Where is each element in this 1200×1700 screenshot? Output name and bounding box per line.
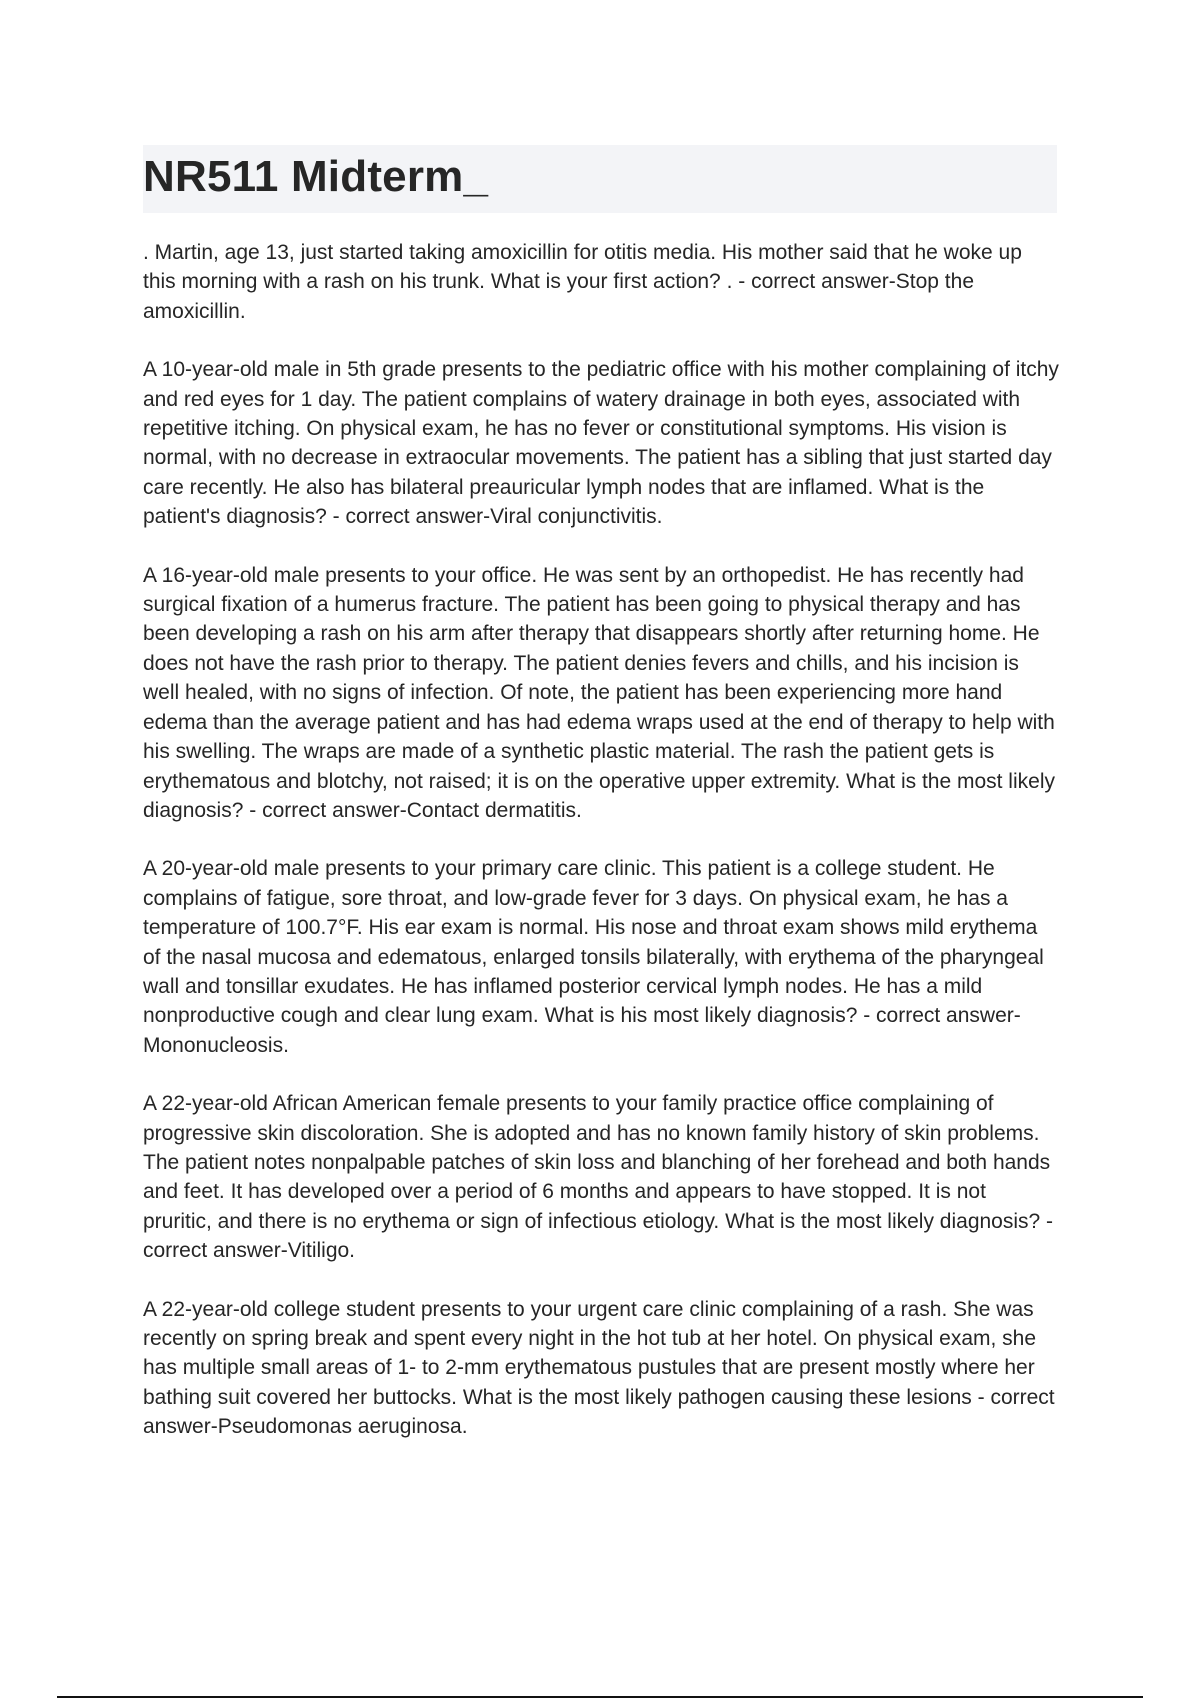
page-title: NR511 Midterm_ bbox=[143, 152, 489, 201]
question-answer-3: A 16-year-old male presents to your office. He was sent by an orthopedist. He has recently had surgical fixation of a humerus fracture. The patient has been going to physical therapy and has been developing a rash on his arm after therapy that disappears shortly after returning home. He does not have the rash prior to therapy. The patient denies fevers and chills, and his incision is well healed, with no signs of infection. Of note, the patient has been experiencing more hand edema than the average patient and has had edema wraps used at the end of therapy to help with his swelling. The wraps are made of a synthetic plastic material. The rash the patient gets is erythematous and blotchy, not raised; it is on the operative upper extremity. What is the most likely diagnosis? - correct answer-Contact dermatitis. bbox=[143, 563, 1055, 822]
footer-divider bbox=[57, 1696, 1143, 1698]
question-answer-2: A 10-year-old male in 5th grade presents to the pediatric office with his mother complaining of itchy and red eyes for 1 day. The patient complains of watery drainage in both eyes, associated with repetitive itching. On physical exam, he has no fever or constitutional symptoms. His vision is normal, with no decrease in extraocular movements. The patient has a sibling that just started day care recently. He also has bilateral preauricular lymph nodes that are inflamed. What is the patient's diagnosis? - correct answer-Viral conjunctivitis. bbox=[143, 358, 1059, 529]
title-banner bbox=[143, 145, 1057, 213]
question-answer-5: A 22-year-old African American female presents to your family practice office complaining of progressive skin discoloration. She is adopted and has no known family history of skin problems. The patient notes nonpalpable patches of skin loss and blanching of her forehead and both hands and feet. It has developed over a period of 6 months and appears to have stopped. It is not pruritic, and there is no erythema or sign of infectious etiology. What is the most likely diagnosis? - correct answer-Vitiligo. bbox=[143, 1092, 1054, 1263]
question-answer-6: A 22-year-old college student presents to your urgent care clinic complaining of a rash. She was recently on spring break and spent every night in the hot tub at her hotel. On physical exam, she has multiple small areas of 1- to 2-mm erythematous pustules that are present mostly where her bathing suit covered her buttocks. What is the most likely pathogen causing these lesions - correct answer-Pseudomonas aeruginosa. bbox=[143, 1297, 1055, 1439]
question-answer-1: . Martin, age 13, just started taking amoxicillin for otitis media. His mother said that he woke up this morning with a rash on his trunk. What is your first action? . - correct answer-Stop the amoxicillin. bbox=[143, 241, 1022, 323]
question-answer-4: A 20-year-old male presents to your primary care clinic. This patient is a college student. He complains of fatigue, sore throat, and low-grade fever for 3 days. On physical exam, he has a temperature of 100.7°F. His ear exam is normal. His nose and throat exam shows mild erythema of the nasal mucosa and edematous, enlarged tonsils bilaterally, with erythema of the pharyngeal wall and tonsillar exudates. He has inflamed posterior cervical lymph nodes. He has a mild nonproductive cough and clear lung exam. What is his most likely diagnosis? - correct answer-Mononucleosis. bbox=[143, 857, 1044, 1057]
question-list bbox=[143, 238, 1059, 1471]
